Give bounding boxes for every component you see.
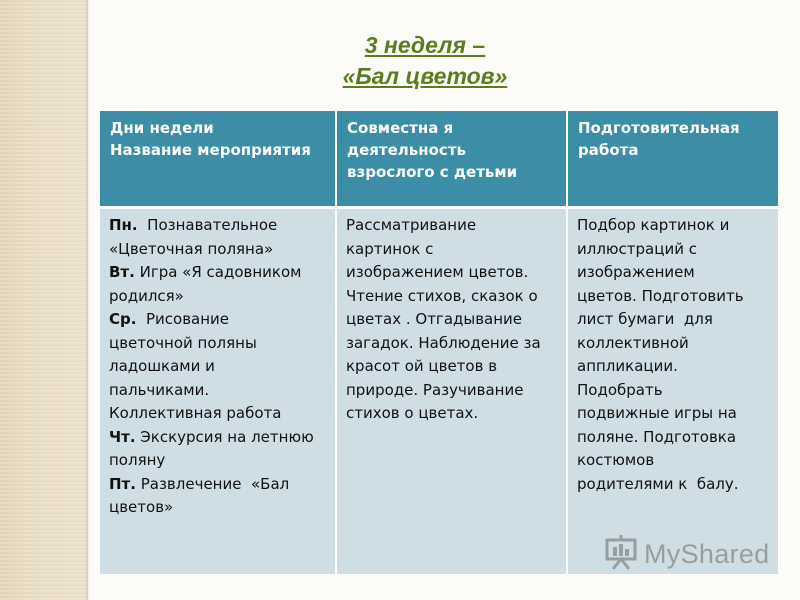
schedule-text: пальчиками. (109, 380, 210, 399)
header-joint-activity (336, 111, 567, 208)
preparation-line: костюмов (577, 451, 655, 469)
activity-line: изображением цветов. (346, 263, 529, 281)
preparation-line: Подбор картинок и (577, 216, 730, 234)
schedule-text: Игра «Я садовником (134, 263, 302, 281)
watermark-text: MyShared (644, 538, 770, 569)
weekly-plan-table (100, 111, 778, 574)
schedule-text: цветов» (109, 498, 174, 516)
title-line-theme: «Бал цветов» (342, 63, 508, 89)
preparation-line: иллюстраций с (577, 239, 697, 258)
preparation-line: родителями к балу. (577, 474, 739, 493)
preparation-line: поляне. Подготовка (577, 427, 737, 446)
activity-line: Чтение стихов, сказок о (346, 286, 538, 305)
schedule-text: родился» (109, 286, 184, 305)
schedule-text: Познавательное (137, 216, 278, 234)
day-label: Пт. (109, 474, 136, 493)
schedule-line (109, 426, 327, 450)
header-preparatory-work (567, 111, 778, 208)
slide-title (300, 30, 550, 92)
preparation-line: аппликации. (577, 357, 678, 375)
header-line: Подготовительная (578, 119, 740, 137)
activity-line: стихов о цветах. (346, 404, 479, 422)
day-label: Чт. (109, 427, 136, 446)
schedule-text: Рисование (136, 310, 230, 328)
side-strip-shadow (86, 0, 90, 600)
schedule-line (109, 332, 327, 356)
header-line: Совместна я (347, 119, 454, 137)
preparation-line: цветов. Подготовить (577, 286, 744, 305)
header-line: Дни недели (110, 119, 214, 137)
schedule-line (109, 285, 327, 309)
header-days-events (100, 111, 336, 208)
schedule-line (109, 473, 327, 497)
cell-preparatory-work (567, 208, 778, 575)
activity-line: загадок. Наблюдение за (346, 333, 541, 352)
activity-line: картинок с (346, 239, 434, 258)
table-body-row (100, 208, 778, 575)
myshared-watermark (604, 535, 770, 573)
header-line: деятельность (347, 141, 466, 159)
day-label: Вт. (109, 263, 135, 281)
preparation-line: изображением (577, 263, 695, 281)
schedule-line (109, 496, 327, 520)
preparation-line: лист бумаги для (577, 310, 713, 328)
decorative-side-strip (0, 0, 88, 600)
schedule-text: Коллективная работа (109, 404, 282, 422)
schedule-text: цветочной поляны (109, 333, 257, 352)
header-line: взрослого с детьми (347, 163, 518, 181)
schedule-line (109, 402, 327, 426)
header-line: Название мероприятия (110, 141, 311, 159)
schedule-line (109, 261, 327, 285)
schedule-line (109, 449, 327, 473)
schedule-text: поляну (109, 451, 166, 469)
activity-line: природе. Разучивание (346, 380, 524, 399)
cell-joint-activity (336, 208, 567, 575)
schedule-line (109, 379, 327, 403)
schedule-line (109, 238, 327, 262)
header-line: работа (578, 141, 639, 159)
activity-line: цветах . Отгадывание (346, 310, 523, 328)
preparation-line: подвижные игры на (577, 404, 737, 422)
day-label: Ср. (109, 310, 137, 328)
preparation-line: Подобрать (577, 380, 663, 399)
schedule-line (109, 355, 327, 379)
activity-line: красот ой цветов в (346, 357, 498, 375)
activity-line: Рассматривание (346, 216, 477, 234)
schedule-text: ладошками и (109, 357, 215, 375)
day-label: Пн. (109, 216, 138, 234)
title-line-week: 3 неделя – (364, 32, 486, 58)
preparation-line: коллективной (577, 333, 689, 352)
schedule-line (109, 214, 327, 238)
schedule-line (109, 308, 327, 332)
schedule-text: «Цветочная поляна» (109, 239, 274, 258)
schedule-text: Развлечение «Бал (135, 474, 290, 493)
cell-days-events (100, 208, 336, 575)
presentation-board-icon (604, 534, 638, 574)
table-header-row (100, 111, 778, 208)
schedule-text: Экскурсия на летнюю (135, 427, 314, 446)
